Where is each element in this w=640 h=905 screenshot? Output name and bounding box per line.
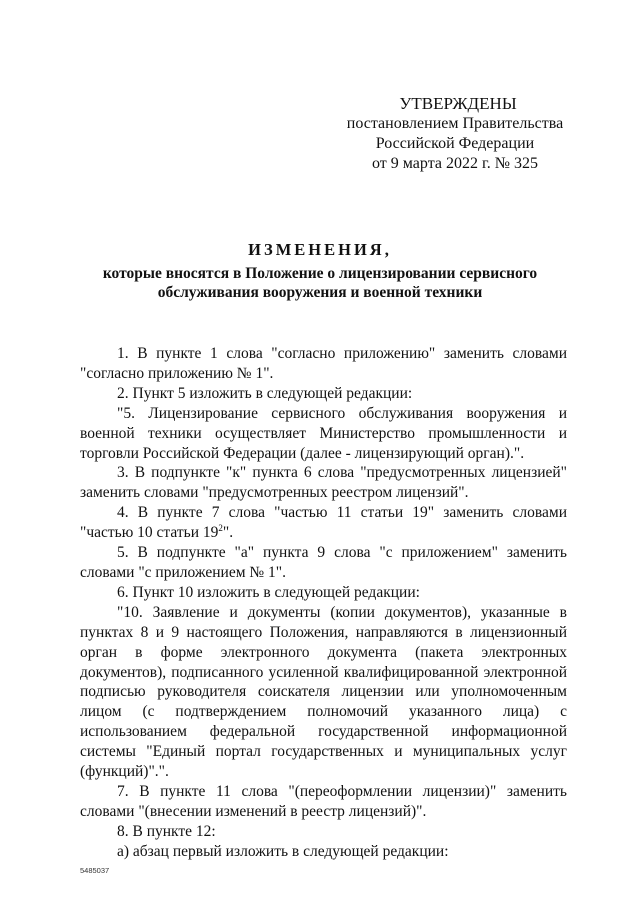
- paragraph-5: [80, 503, 567, 543]
- paragraph-3: "5. Лицензирование сервисного обслуживания вооружения и военной техники осуществляет Министерство промышленности и торговли Российской Федерации (далее - лицензирующий орган).".: [80, 404, 567, 462]
- paragraph-11: а) абзац первый изложить в следующей редакции:: [117, 842, 449, 860]
- paragraph-1: 1. В пункте 1 слова "согласно приложению" заменить словами "согласно приложению № 1".: [80, 345, 567, 382]
- approval-line-2: Российской Федерации: [375, 135, 535, 152]
- approval-block: [330, 94, 580, 174]
- paragraph-5-tail: ".: [222, 524, 234, 542]
- document-subtitle: [80, 264, 560, 302]
- paragraph-8: "10. Заявление и документы (копии документов), указанные в пунктах 8 и 9 настоящего Положения, направляются в лицензионный орган в форме электронного документа (пакета электронных документов), подписанного усиленной квалифицированной электронной подписью руководителя соискателя лицензии или уполномоченным лицом (с подтверждением полномочий указанного лица) с использованием федеральной государственной информационной системы "Единый портал государственных и муниципальных услуг (функций)".".: [80, 603, 567, 781]
- document-title: ИЗМЕНЕНИЯ,: [248, 240, 392, 259]
- paragraph-6: 5. В подпункте "а" пункта 9 слова "с приложением" заменить словами "с приложением № 1".: [80, 544, 567, 581]
- subtitle-line-1: которые вносятся в Положение о лицензировании сервисного: [102, 265, 538, 282]
- paragraph-9: 7. В пункте 11 слова "(переоформлении лицензии)" заменить словами "(внесении изменений в реестр лицензий)".: [80, 782, 567, 820]
- paragraph-2: 2. Пункт 5 изложить в следующей редакции:: [117, 384, 413, 402]
- paragraph-10: 8. В пункте 12:: [117, 822, 216, 840]
- approval-line-1: постановлением Правительства: [346, 115, 564, 132]
- subtitle-line-2: обслуживания вооружения и военной техники: [157, 284, 483, 301]
- approval-date-line: от 9 марта 2022 г. № 325: [372, 155, 538, 172]
- paragraph-5-text: 4. В пункте 7 слова "частью 11 статьи 19" заменить словами "частью 10 статьи 19: [80, 504, 567, 542]
- document-code: 5485037: [80, 866, 110, 875]
- superscript: 2: [218, 523, 223, 533]
- approval-heading: УТВЕРЖДЕНЫ: [399, 94, 517, 113]
- document-body: [80, 344, 567, 862]
- paragraph-7: 6. Пункт 10 изложить в следующей редакции:: [117, 583, 420, 601]
- paragraph-4: 3. В подпункте "к" пункта 6 слова "предусмотренных лицензией" заменить словами "предусмотренных реестром лицензий".: [80, 464, 567, 502]
